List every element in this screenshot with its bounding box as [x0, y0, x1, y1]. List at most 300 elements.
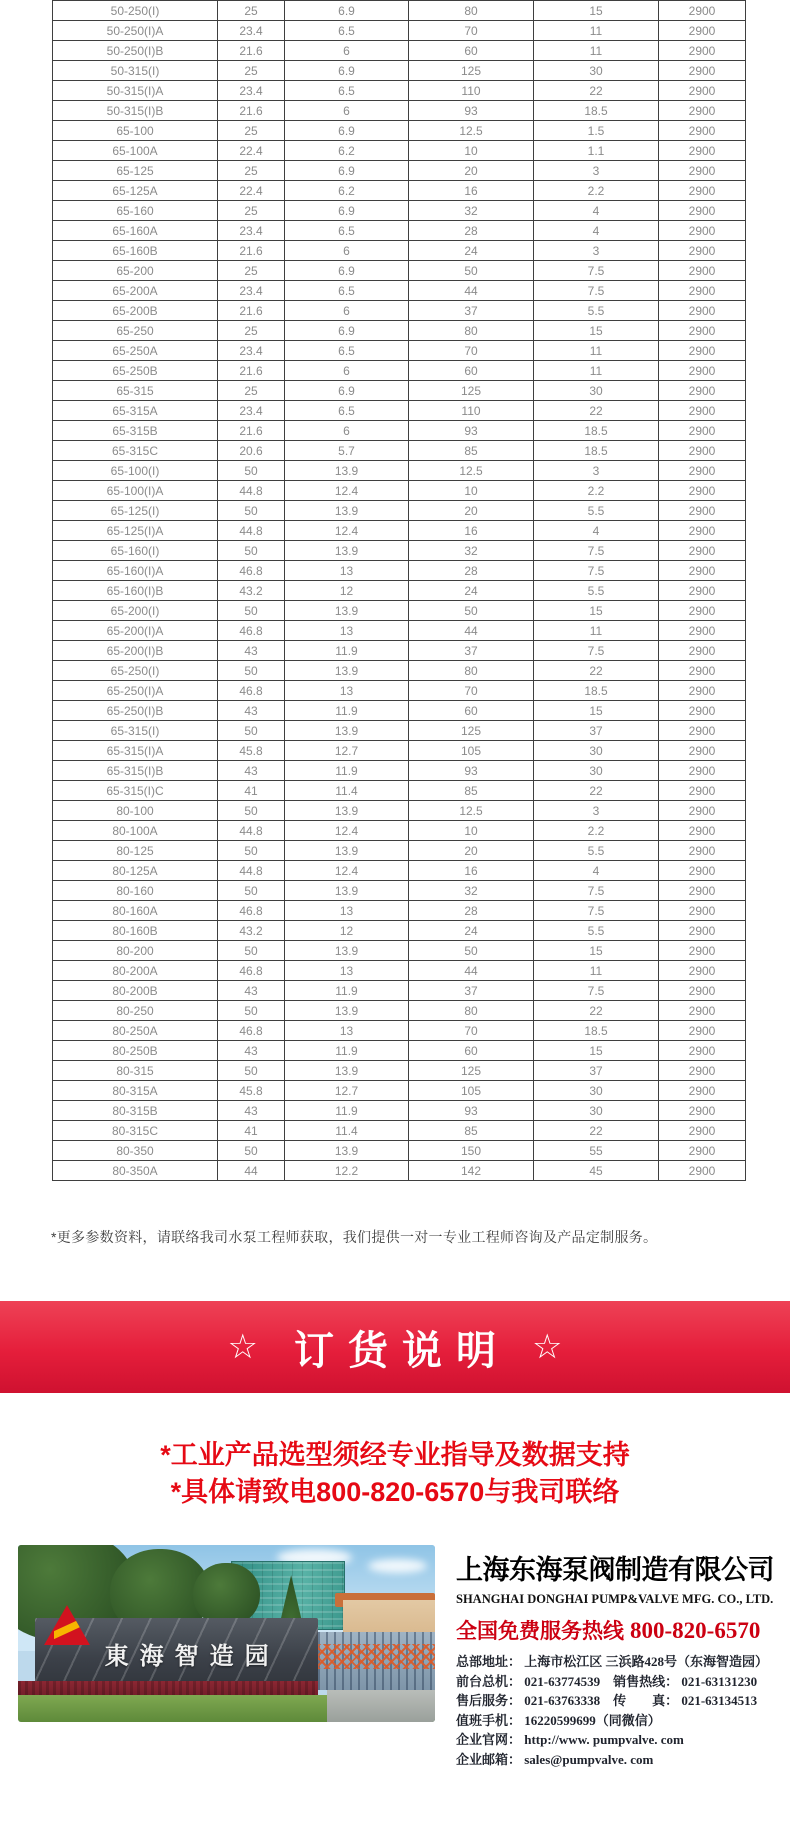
table-cell: 15: [534, 1, 659, 21]
table-cell: 3: [534, 801, 659, 821]
table-cell: 12: [285, 581, 409, 601]
table-cell: 2900: [659, 801, 746, 821]
table-cell: 2900: [659, 1141, 746, 1161]
table-cell: 24: [409, 241, 534, 261]
table-cell: 50: [218, 601, 285, 621]
table-cell: 23.4: [218, 21, 285, 41]
table-cell: 6.9: [285, 161, 409, 181]
table-cell: 2900: [659, 921, 746, 941]
table-cell: 55: [534, 1141, 659, 1161]
table-cell: 21.6: [218, 41, 285, 61]
table-cell: 25: [218, 321, 285, 341]
table-cell: 18.5: [534, 421, 659, 441]
table-cell: 43: [218, 1041, 285, 1061]
table-cell: 12.5: [409, 461, 534, 481]
table-cell: 7.5: [534, 541, 659, 561]
table-cell: 41: [218, 1121, 285, 1141]
table-cell: 12.7: [285, 741, 409, 761]
table-cell: 12.5: [409, 801, 534, 821]
table-cell: 50: [409, 601, 534, 621]
table-cell: 85: [409, 441, 534, 461]
table-cell: 11: [534, 961, 659, 981]
hotline-number: 800-820-6570: [630, 1618, 761, 1643]
table-cell: 80: [409, 1001, 534, 1021]
table-cell: 2900: [659, 181, 746, 201]
table-cell: 2900: [659, 841, 746, 861]
table-cell: 5.5: [534, 841, 659, 861]
table-row: [53, 261, 746, 281]
table-cell: 11: [534, 621, 659, 641]
table-cell: 37: [409, 981, 534, 1001]
table-cell: 7.5: [534, 261, 659, 281]
table-cell: 43: [218, 981, 285, 1001]
table-cell: 6.9: [285, 61, 409, 81]
table-row: [53, 381, 746, 401]
table-cell: 43.2: [218, 581, 285, 601]
table-cell: 13.9: [285, 1141, 409, 1161]
table-cell: 10: [409, 481, 534, 501]
table-cell: 80-350: [53, 1141, 218, 1161]
table-cell: 5.5: [534, 301, 659, 321]
table-cell: 80: [409, 1, 534, 21]
contact-line-email[interactable]: 企业邮箱： sales@pumpvalve. com: [456, 1751, 654, 1767]
table-cell: 2900: [659, 1, 746, 21]
table-cell: 65-100(I)A: [53, 481, 218, 501]
table-row: [53, 941, 746, 961]
table-cell: 25: [218, 61, 285, 81]
table-cell: 11.9: [285, 701, 409, 721]
table-cell: 45.8: [218, 741, 285, 761]
table-cell: 44.8: [218, 821, 285, 841]
table-cell: 50-250(I): [53, 1, 218, 21]
table-cell: 65-315(I)C: [53, 781, 218, 801]
table-cell: 2900: [659, 621, 746, 641]
contact-line-website[interactable]: 企业官网： http://www. pumpvalve. com: [456, 1732, 684, 1747]
table-cell: 2900: [659, 821, 746, 841]
table-cell: 125: [409, 721, 534, 741]
table-cell: 50: [218, 1061, 285, 1081]
table-cell: 80-315A: [53, 1081, 218, 1101]
table-cell: 12: [285, 921, 409, 941]
table-cell: 2900: [659, 941, 746, 961]
table-cell: 6.9: [285, 201, 409, 221]
claim-line-1: *工业产品选型须经专业指导及数据支持: [160, 1440, 630, 1470]
contact-line-aftersales: 售后服务： 021-63763338 传 真： 021-63134513: [456, 1693, 758, 1708]
table-cell: 65-100: [53, 121, 218, 141]
table-cell: 22: [534, 661, 659, 681]
table-cell: 2900: [659, 701, 746, 721]
table-cell: 2900: [659, 201, 746, 221]
table-cell: 142: [409, 1161, 534, 1181]
table-cell: 22: [534, 401, 659, 421]
table-cell: 80-250B: [53, 1041, 218, 1061]
table-cell: 22.4: [218, 141, 285, 161]
table-cell: 2900: [659, 121, 746, 141]
order-instructions-banner: [0, 1301, 790, 1393]
table-row: [53, 1021, 746, 1041]
table-cell: 2900: [659, 41, 746, 61]
table-cell: 2900: [659, 601, 746, 621]
table-row: [53, 901, 746, 921]
table-cell: 70: [409, 1021, 534, 1041]
table-cell: 2900: [659, 141, 746, 161]
table-cell: 12.5: [409, 121, 534, 141]
table-cell: 46.8: [218, 901, 285, 921]
table-cell: 2900: [659, 361, 746, 381]
table-row: [53, 181, 746, 201]
table-row: [53, 1061, 746, 1081]
table-cell: 25: [218, 121, 285, 141]
table-row: [53, 741, 746, 761]
table-cell: 46.8: [218, 961, 285, 981]
table-cell: 6.9: [285, 121, 409, 141]
factory-photo: [18, 1545, 435, 1722]
table-cell: 50: [218, 941, 285, 961]
table-row: [53, 821, 746, 841]
table-cell: 22: [534, 781, 659, 801]
table-cell: 23.4: [218, 81, 285, 101]
table-row: [53, 101, 746, 121]
table-cell: 2900: [659, 281, 746, 301]
table-row: [53, 721, 746, 741]
table-cell: 20: [409, 841, 534, 861]
table-cell: 80-315B: [53, 1101, 218, 1121]
table-cell: 2900: [659, 261, 746, 281]
table-row: [53, 961, 746, 981]
table-cell: 15: [534, 941, 659, 961]
table-row: [53, 241, 746, 261]
table-cell: 50: [218, 841, 285, 861]
table-cell: 25: [218, 381, 285, 401]
table-cell: 60: [409, 1041, 534, 1061]
table-cell: 20.6: [218, 441, 285, 461]
table-cell: 6.9: [285, 261, 409, 281]
table-cell: 11.9: [285, 641, 409, 661]
table-cell: 12.4: [285, 861, 409, 881]
table-cell: 65-100(I): [53, 461, 218, 481]
company-logo-stripe: [54, 1619, 80, 1639]
table-cell: 80-160A: [53, 901, 218, 921]
table-row: [53, 281, 746, 301]
table-cell: 2900: [659, 321, 746, 341]
star-icon: ☆: [532, 1328, 563, 1366]
table-cell: 1.1: [534, 141, 659, 161]
table-cell: 5.5: [534, 501, 659, 521]
table-cell: 32: [409, 541, 534, 561]
table-cell: 50-315(I)A: [53, 81, 218, 101]
table-cell: 5.5: [534, 921, 659, 941]
table-cell: 13: [285, 681, 409, 701]
table-cell: 65-125(I): [53, 501, 218, 521]
table-cell: 2.2: [534, 181, 659, 201]
table-row: [53, 1101, 746, 1121]
table-cell: 28: [409, 221, 534, 241]
table-row: [53, 141, 746, 161]
table-footnote: *更多参数资料，请联络我司水泵工程师获取，我们提供一对一专业工程师咨询及产品定制服务。: [51, 1229, 658, 1245]
table-cell: 23.4: [218, 221, 285, 241]
table-cell: 80-100: [53, 801, 218, 821]
table-cell: 65-315: [53, 381, 218, 401]
table-cell: 7.5: [534, 981, 659, 1001]
table-cell: 25: [218, 201, 285, 221]
table-cell: 65-125(I)A: [53, 521, 218, 541]
table-cell: 80-250A: [53, 1021, 218, 1041]
table-cell: 80-250: [53, 1001, 218, 1021]
service-hotline: [456, 1615, 786, 1645]
table-cell: 44.8: [218, 521, 285, 541]
table-cell: 16: [409, 861, 534, 881]
table-row: [53, 361, 746, 381]
table-row: [53, 1121, 746, 1141]
table-cell: 30: [534, 761, 659, 781]
table-cell: 43: [218, 641, 285, 661]
table-cell: 21.6: [218, 101, 285, 121]
table-cell: 46.8: [218, 561, 285, 581]
table-cell: 7.5: [534, 881, 659, 901]
table-cell: 85: [409, 1121, 534, 1141]
table-cell: 30: [534, 381, 659, 401]
table-row: [53, 621, 746, 641]
table-cell: 13.9: [285, 801, 409, 821]
table-row: [53, 301, 746, 321]
table-cell: 43: [218, 1101, 285, 1121]
table-cell: 21.6: [218, 241, 285, 261]
photo-tree: [193, 1563, 260, 1627]
table-cell: 2900: [659, 21, 746, 41]
selection-claims: [0, 1437, 790, 1511]
table-cell: 13.9: [285, 541, 409, 561]
table-cell: 80-200B: [53, 981, 218, 1001]
contact-line-frontdesk: 前台总机： 021-63774539 销售热线： 021-63131230: [456, 1673, 758, 1689]
table-cell: 65-250(I): [53, 661, 218, 681]
table-cell: 2900: [659, 221, 746, 241]
table-cell: 30: [534, 741, 659, 761]
table-row: [53, 581, 746, 601]
table-cell: 43: [218, 761, 285, 781]
table-cell: 6.5: [285, 81, 409, 101]
table-row: [53, 321, 746, 341]
table-row: [53, 841, 746, 861]
table-cell: 10: [409, 141, 534, 161]
table-cell: 70: [409, 341, 534, 361]
table-cell: 15: [534, 701, 659, 721]
table-row: [53, 661, 746, 681]
table-cell: 21.6: [218, 361, 285, 381]
table-cell: 65-200B: [53, 301, 218, 321]
table-cell: 2900: [659, 1061, 746, 1081]
table-row: [53, 861, 746, 881]
table-cell: 6.5: [285, 21, 409, 41]
table-cell: 80-350A: [53, 1161, 218, 1181]
table-row: [53, 121, 746, 141]
table-cell: 65-250(I)A: [53, 681, 218, 701]
contact-line-mobile: 值班手机： 16220599699（同微信）: [456, 1712, 661, 1728]
table-cell: 6: [285, 361, 409, 381]
table-cell: 13: [285, 901, 409, 921]
table-cell: 45: [534, 1161, 659, 1181]
table-cell: 6: [285, 41, 409, 61]
table-cell: 50-315(I)B: [53, 101, 218, 121]
table-cell: 150: [409, 1141, 534, 1161]
table-cell: 65-160B: [53, 241, 218, 261]
sign-wall-text: 東海智造园: [104, 1643, 280, 1671]
table-cell: 18.5: [534, 681, 659, 701]
table-cell: 65-315B: [53, 421, 218, 441]
table-cell: 85: [409, 781, 534, 801]
table-cell: 6.2: [285, 141, 409, 161]
table-cell: 110: [409, 81, 534, 101]
table-cell: 10: [409, 821, 534, 841]
table-cell: 65-200: [53, 261, 218, 281]
table-cell: 50: [218, 461, 285, 481]
table-cell: 60: [409, 701, 534, 721]
table-cell: 13.9: [285, 1061, 409, 1081]
table-cell: 6.5: [285, 341, 409, 361]
table-cell: 4: [534, 201, 659, 221]
contact-lines: [456, 1652, 786, 1769]
table-row: [53, 61, 746, 81]
table-cell: 6.5: [285, 221, 409, 241]
table-cell: 2900: [659, 661, 746, 681]
table-cell: 2900: [659, 901, 746, 921]
table-cell: 4: [534, 221, 659, 241]
photo-driveway: [327, 1690, 435, 1722]
table-cell: 80-315: [53, 1061, 218, 1081]
table-row: [53, 801, 746, 821]
table-cell: 18.5: [534, 441, 659, 461]
table-cell: 65-315(I)A: [53, 741, 218, 761]
table-cell: 80-200: [53, 941, 218, 961]
table-cell: 11: [534, 361, 659, 381]
table-cell: 13: [285, 1021, 409, 1041]
table-cell: 3: [534, 461, 659, 481]
table-cell: 65-160(I)B: [53, 581, 218, 601]
table-cell: 50: [218, 801, 285, 821]
table-row: [53, 601, 746, 621]
table-cell: 18.5: [534, 101, 659, 121]
spec-table-body: [53, 1, 746, 1181]
table-cell: 65-250: [53, 321, 218, 341]
table-cell: 50: [218, 501, 285, 521]
table-cell: 46.8: [218, 621, 285, 641]
table-cell: 12.4: [285, 821, 409, 841]
table-cell: 15: [534, 1041, 659, 1061]
table-cell: 22.4: [218, 181, 285, 201]
table-cell: 6.5: [285, 401, 409, 421]
contact-line-address: 总部地址： 上海市松江区 三浜路428号（东海智造园）: [456, 1654, 769, 1669]
table-cell: 93: [409, 1101, 534, 1121]
table-cell: 65-125: [53, 161, 218, 181]
table-cell: 11: [534, 21, 659, 41]
table-cell: 65-200(I): [53, 601, 218, 621]
table-row: [53, 441, 746, 461]
star-icon: ☆: [227, 1328, 258, 1366]
table-row: [53, 761, 746, 781]
table-cell: 2900: [659, 541, 746, 561]
table-cell: 2900: [659, 1041, 746, 1061]
table-cell: 2900: [659, 161, 746, 181]
company-info: [456, 1548, 786, 1769]
table-cell: 65-315(I): [53, 721, 218, 741]
table-cell: 46.8: [218, 1021, 285, 1041]
table-cell: 2900: [659, 301, 746, 321]
table-cell: 13.9: [285, 841, 409, 861]
table-cell: 2900: [659, 441, 746, 461]
table-cell: 12.4: [285, 481, 409, 501]
table-cell: 37: [534, 1061, 659, 1081]
table-cell: 2900: [659, 1021, 746, 1041]
table-cell: 2900: [659, 1101, 746, 1121]
table-row: [53, 521, 746, 541]
table-cell: 18.5: [534, 1021, 659, 1041]
table-cell: 13.9: [285, 601, 409, 621]
table-cell: 125: [409, 61, 534, 81]
table-cell: 11: [534, 341, 659, 361]
table-row: [53, 341, 746, 361]
table-row: [53, 1041, 746, 1061]
table-cell: 46.8: [218, 681, 285, 701]
table-cell: 65-160: [53, 201, 218, 221]
table-cell: 2900: [659, 1161, 746, 1181]
table-cell: 13.9: [285, 881, 409, 901]
table-cell: 43: [218, 701, 285, 721]
table-cell: 25: [218, 161, 285, 181]
table-cell: 93: [409, 761, 534, 781]
claim-line-2: *具体请致电800-820-6570与我司联络: [170, 1477, 620, 1507]
table-row: [53, 401, 746, 421]
table-cell: 50: [218, 881, 285, 901]
table-cell: 30: [534, 61, 659, 81]
table-cell: 6.2: [285, 181, 409, 201]
table-cell: 23.4: [218, 401, 285, 421]
table-cell: 2900: [659, 781, 746, 801]
table-cell: 50: [218, 661, 285, 681]
table-row: [53, 781, 746, 801]
table-row: [53, 481, 746, 501]
table-cell: 37: [534, 721, 659, 741]
table-cell: 16: [409, 181, 534, 201]
table-row: [53, 641, 746, 661]
table-cell: 65-250(I)B: [53, 701, 218, 721]
table-cell: 125: [409, 1061, 534, 1081]
table-cell: 44: [409, 961, 534, 981]
table-row: [53, 561, 746, 581]
table-row: [53, 461, 746, 481]
table-row: [53, 41, 746, 61]
table-row: [53, 421, 746, 441]
table-cell: 105: [409, 741, 534, 761]
table-cell: 93: [409, 421, 534, 441]
table-cell: 2900: [659, 1001, 746, 1021]
table-cell: 6: [285, 421, 409, 441]
table-cell: 2900: [659, 481, 746, 501]
table-cell: 37: [409, 641, 534, 661]
table-cell: 7.5: [534, 901, 659, 921]
table-cell: 12.4: [285, 521, 409, 541]
table-cell: 50: [409, 941, 534, 961]
table-cell: 50-315(I): [53, 61, 218, 81]
table-cell: 13.9: [285, 661, 409, 681]
table-cell: 13.9: [285, 941, 409, 961]
table-cell: 12.7: [285, 1081, 409, 1101]
table-cell: 13.9: [285, 461, 409, 481]
pump-spec-table: [52, 0, 746, 1181]
table-cell: 13.9: [285, 1001, 409, 1021]
table-cell: 13.9: [285, 721, 409, 741]
table-cell: 28: [409, 901, 534, 921]
table-cell: 2900: [659, 341, 746, 361]
table-cell: 65-160(I): [53, 541, 218, 561]
